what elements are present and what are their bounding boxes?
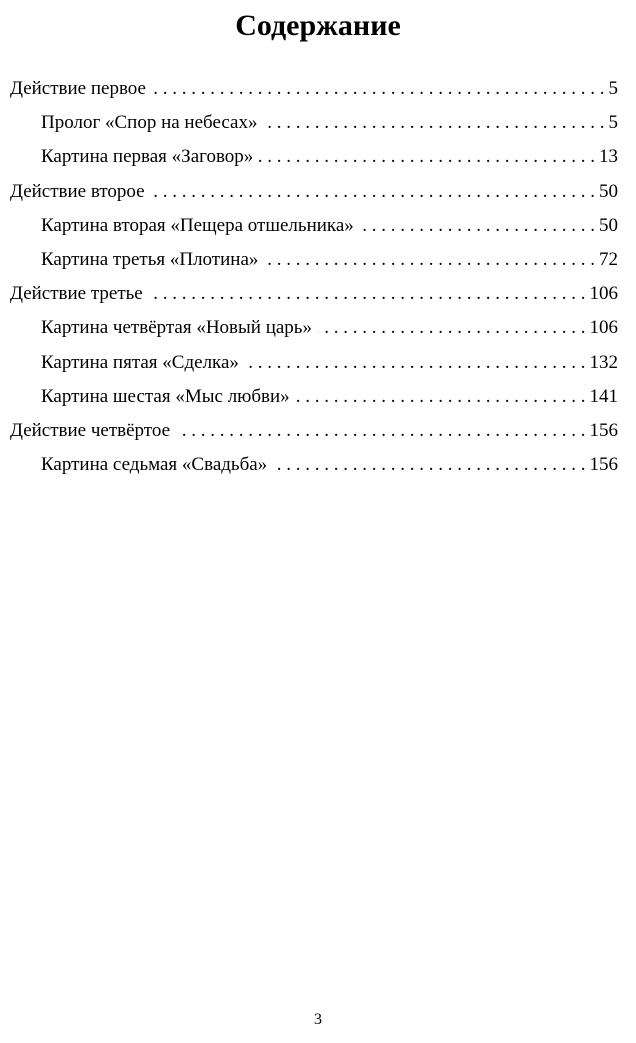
toc-entry-label: Картина пятая «Сделка» (41, 351, 239, 373)
dot-leader (318, 311, 586, 345)
dot-leader (151, 175, 595, 209)
dot-leader (176, 414, 585, 448)
toc-entry-prologue (10, 106, 618, 140)
toc-entry-label: Действие второе (10, 180, 145, 202)
toc-entry-label: Картина вторая «Пещера отшельника» (41, 214, 354, 236)
toc-entry-page: 50 (599, 180, 618, 202)
toc-entry-label: Действие первое (10, 78, 146, 99)
toc-entry-label: Действие третье (10, 283, 143, 305)
dot-leader (263, 106, 604, 140)
toc-entry-scene-4 (10, 311, 618, 345)
dot-leader (152, 72, 605, 106)
page-title: Содержание (235, 9, 401, 42)
dot-leader (273, 448, 585, 482)
toc-entry-label: Пролог «Спор на небесах» (41, 112, 258, 134)
toc-entry-label: Картина шестая «Мыс любви» (41, 385, 290, 407)
toc-entry-page: 72 (599, 248, 618, 270)
dot-leader (259, 140, 595, 174)
toc-entry-page: 5 (608, 78, 618, 99)
toc-entry-page: 50 (599, 214, 618, 236)
dot-leader (264, 243, 595, 277)
dot-leader (360, 209, 595, 243)
toc-entry-page: 156 (589, 454, 618, 476)
toc-entry-scene-6 (10, 380, 618, 414)
toc-entry-page: 5 (608, 112, 618, 134)
toc-entry-label: Картина четвёртая «Новый царь» (41, 317, 312, 339)
toc-entry-page: 106 (589, 283, 618, 305)
toc-entry-page: 13 (599, 146, 618, 168)
toc-entry-page: 156 (589, 419, 618, 441)
toc-entry-label: Картина седьмая «Свадьба» (41, 454, 268, 476)
toc-entry-label: Картина первая «Заговор» (41, 146, 254, 168)
toc-entry-label: Картина третья «Плотина» (41, 248, 259, 270)
dot-leader (245, 346, 586, 380)
toc-entry-page: 141 (589, 385, 618, 407)
table-of-contents (10, 72, 618, 482)
toc-entry-page: 106 (589, 317, 618, 339)
toc-entry-label: Действие четвёртое (10, 419, 171, 441)
toc-entry-act-1 (10, 72, 618, 106)
toc-entry-act-4 (10, 414, 618, 448)
toc-entry-scene-3 (10, 243, 618, 277)
toc-entry-scene-1 (10, 140, 618, 174)
toc-entry-act-2 (10, 175, 618, 209)
page-number: 3 (314, 1011, 322, 1028)
toc-entry-scene-7 (10, 448, 618, 482)
toc-entry-act-3 (10, 277, 618, 311)
toc-entry-scene-2 (10, 209, 618, 243)
toc-entry-scene-5 (10, 346, 618, 380)
dot-leader (149, 277, 586, 311)
dot-leader (296, 380, 586, 414)
toc-entry-page: 132 (589, 351, 618, 373)
